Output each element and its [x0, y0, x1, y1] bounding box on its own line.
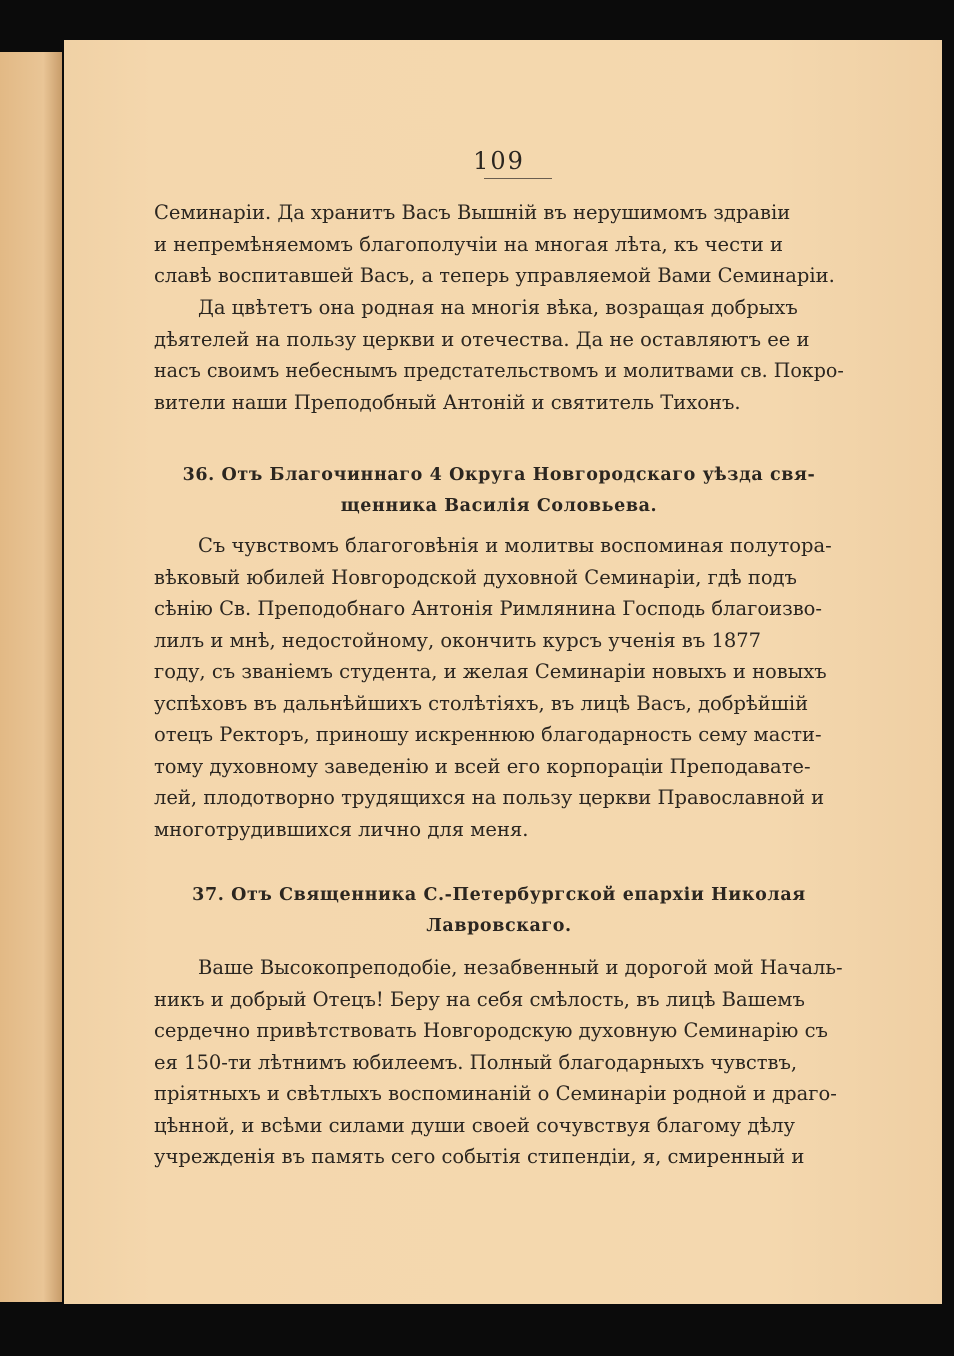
paragraph-letter-37	[154, 952, 844, 1173]
section-heading-37	[154, 880, 844, 942]
text-line: Съ чувствомъ благоговѣнія и молитвы воспоминая полутора-	[198, 534, 832, 557]
text-line: тому духовному заведенію и всей его корпораціи Преподавате-	[154, 754, 811, 778]
text-line: никъ и добрый Отецъ! Беру на себя смѣлость, въ лицѣ Вашемъ	[154, 987, 805, 1011]
paragraph-letter-36	[154, 530, 844, 845]
text-line: ея 150-ти лѣтнимъ юбилеемъ. Полный благодарныхъ чувствъ,	[154, 1050, 798, 1074]
text-line: лей, плодотворно трудящихся на пользу церкви Православной и	[154, 786, 825, 809]
text-line: успѣховъ въ дальнѣйшихъ столѣтіяхъ, въ лицѣ Васъ, добрѣйшій	[154, 691, 809, 715]
text-line: году, съ званіемъ студента, и желая Семинаріи новыхъ и новыхъ	[154, 660, 827, 683]
text-line: сѣнію Св. Преподобнаго Антонія Римлянина Господь благоизво-	[154, 597, 823, 620]
paragraph-continuation	[154, 197, 844, 292]
heading-line: щенника Василія Соловьева.	[340, 496, 658, 516]
text-line: дѣятелей на пользу церкви и отечества. Да не оставляютъ ее и	[154, 327, 810, 351]
text-line: Да цвѣтетъ она родная на многія вѣка, возращая добрыхъ	[198, 296, 798, 319]
book-page	[64, 40, 942, 1304]
text-line: пріятныхъ и свѣтлыхъ воспоминаній о Семинаріи родной и драго-	[154, 1082, 837, 1105]
text-line: цѣнной, и всѣми силами души своей сочувствуя благому дѣлу	[154, 1113, 795, 1137]
text-line: и непремѣняемомъ благополучіи на многая лѣта, къ чести и	[154, 232, 783, 256]
heading-line: Лавровскаго.	[426, 916, 572, 936]
heading-line: 37. Отъ Священника С.-Петербургской епархіи Николая	[192, 885, 806, 905]
text-line: лилъ и мнѣ, недостойному, окончить курсъ ученія въ 1877	[154, 628, 762, 652]
text-line: отецъ Ректоръ, приношу искреннюю благодарность сему масти-	[154, 723, 822, 746]
text-line: насъ своимъ небеснымъ предстательствомъ и молитвами св. Покро-	[154, 359, 844, 382]
paragraph-blessing	[154, 292, 844, 418]
facing-page-edge	[0, 52, 62, 1302]
page-number-rule	[484, 178, 552, 179]
text-line: сердечно привѣтствовать Новгородскую духовную Семинарію съ	[154, 1019, 828, 1042]
text-line: многотрудившихся лично для меня.	[154, 817, 529, 841]
text-line: учрежденія въ память сего событія стипендіи, я, смиренный и	[154, 1145, 805, 1168]
text-line: славѣ воспитавшей Васъ, а теперь управляемой Вами Семинаріи.	[154, 264, 835, 287]
page-number: 109	[473, 147, 525, 175]
text-line: Ваше Высокопреподобіе, незабвенный и дорогой мой Началь-	[198, 956, 843, 979]
text-line: вѣковый юбилей Новгородской духовной Семинаріи, гдѣ подъ	[154, 565, 797, 589]
text-line: Семинаріи. Да хранитъ Васъ Вышній въ нерушимомъ здравіи	[154, 201, 791, 224]
section-heading-36	[154, 460, 844, 522]
text-line: вители наши Преподобный Антоній и святитель Тихонъ.	[154, 390, 741, 414]
heading-line: 36. Отъ Благочиннаго 4 Округа Новгородскаго уѣзда свя-	[182, 465, 816, 485]
